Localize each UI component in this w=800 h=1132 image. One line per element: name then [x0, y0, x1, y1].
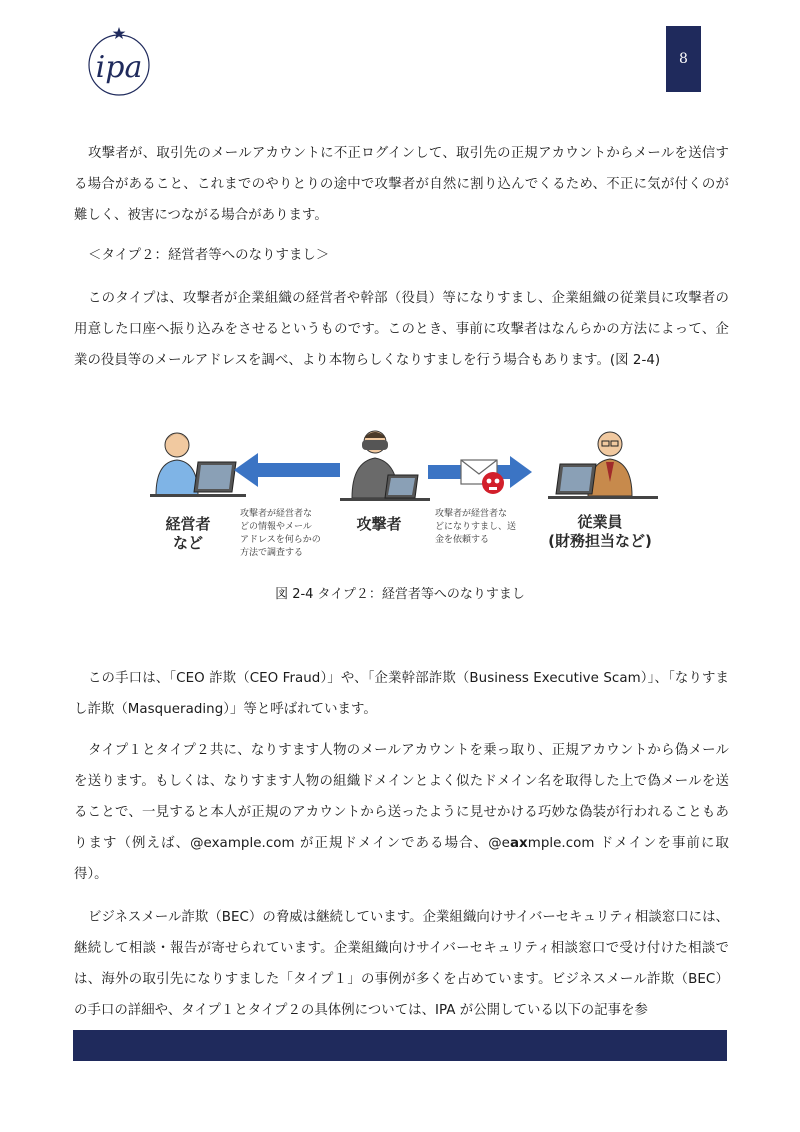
- figure-caption: 図 2-4 タイプ２：経営者等へのなりすまし: [275, 587, 525, 602]
- figure-2-4: [150, 420, 662, 570]
- note-impersonation-line2: どになりすまし、送: [435, 522, 517, 532]
- paragraph-4-part1: タイプ１とタイプ２共に、なりすます人物のメールアカウントを乗っ取り、正規アカウントから偽メールを送ります。もしくは、なりすます人物の組織ドメインとよく似たドメイン名を取得した上で偽メールを送ることで、一見すると本人が正規のアカウントから送ったように見せかける巧妙な偽装が行われることもあります（例えば、@example.com が正規ドメインである場合、@e: [74, 743, 729, 851]
- logo-text: ipa: [95, 50, 143, 85]
- note-research-line4: 方法で調査する: [240, 548, 304, 558]
- label-executive: [158, 515, 218, 553]
- label-attacker: 攻撃者: [356, 515, 402, 533]
- attacker-illustration: [340, 431, 430, 501]
- note-impersonation-line3: 金を依頼する: [435, 535, 490, 545]
- employee-illustration: [548, 432, 658, 499]
- arrow-left-icon: [234, 453, 340, 487]
- paragraph-2: このタイプは、攻撃者が企業組織の経営者や幹部（役員）等になりすまし、企業組織の従業員に攻撃者の用意した口座へ振り込みをさせるというものです。このとき、事前に攻撃者はなんらかの方法によって、企業の役員等のメールアドレスを調べ、より本物らしくなりすましを行う場合もあります。(図 2-4): [74, 291, 729, 368]
- paragraph-5: ビジネスメール詐欺（BEC）の脅威は継続しています。企業組織向けサイバーセキュリティ相談窓口には、継続して相談・報告が寄せられています。企業組織向けサイバーセキュリティ相談窓口で受け付けた相談では、海外の取引先になりすました「タイプ１」の事例が多くを占めています。ビジネスメール詐欺（BEC）の手口の詳細や、タイプ１とタイプ２の具体例については、IPA が公開している以下の記事を参: [74, 910, 729, 1018]
- page-number: [666, 26, 701, 92]
- section-heading: ＜タイプ２：経営者等へのなりすまし＞: [88, 248, 330, 263]
- label-employee-line1: 従業員: [577, 513, 623, 531]
- note-research-line1: 攻撃者が経営者な: [240, 509, 313, 519]
- paragraph-1: 攻撃者が、取引先のメールアカウントに不正ログインして、取引先の正規アカウントからメールを送信する場合があること、これまでのやりとりの途中で攻撃者が自然に割り込んでくるため、不正に気が付くのが難しく、被害につながる場合があります。: [74, 146, 729, 223]
- label-executive-line1: 経営者: [165, 515, 211, 533]
- label-executive-line2: など: [172, 534, 203, 552]
- note-research-line3: アドレスを何らかの: [240, 535, 321, 545]
- note-research: [240, 508, 340, 560]
- paragraph-3: この手口は、「CEO 詐欺（CEO Fraud）」や、「企業幹部詐欺（Business Executive Scam）」、「なりすまし詐欺（Masquerading）」等と呼ばれています。: [74, 671, 729, 717]
- label-employee-line2: (財務担当など): [548, 532, 652, 550]
- note-impersonation-line1: 攻撃者が経営者な: [435, 509, 508, 519]
- ipa-logo: [86, 24, 152, 98]
- page-number-text: 8: [679, 51, 688, 67]
- executive-illustration: [150, 433, 246, 497]
- skull-icon: [482, 472, 504, 494]
- lookalike-domain-highlight: ax: [509, 836, 528, 851]
- paragraph-4-part2: mple.com ドメインを事前に取得）。: [74, 836, 729, 882]
- note-impersonation: [435, 508, 535, 547]
- paragraph-4: [74, 735, 729, 890]
- footer-bar: [73, 1030, 727, 1061]
- note-research-line2: どの情報やメール: [240, 522, 312, 532]
- label-employee: [538, 513, 662, 551]
